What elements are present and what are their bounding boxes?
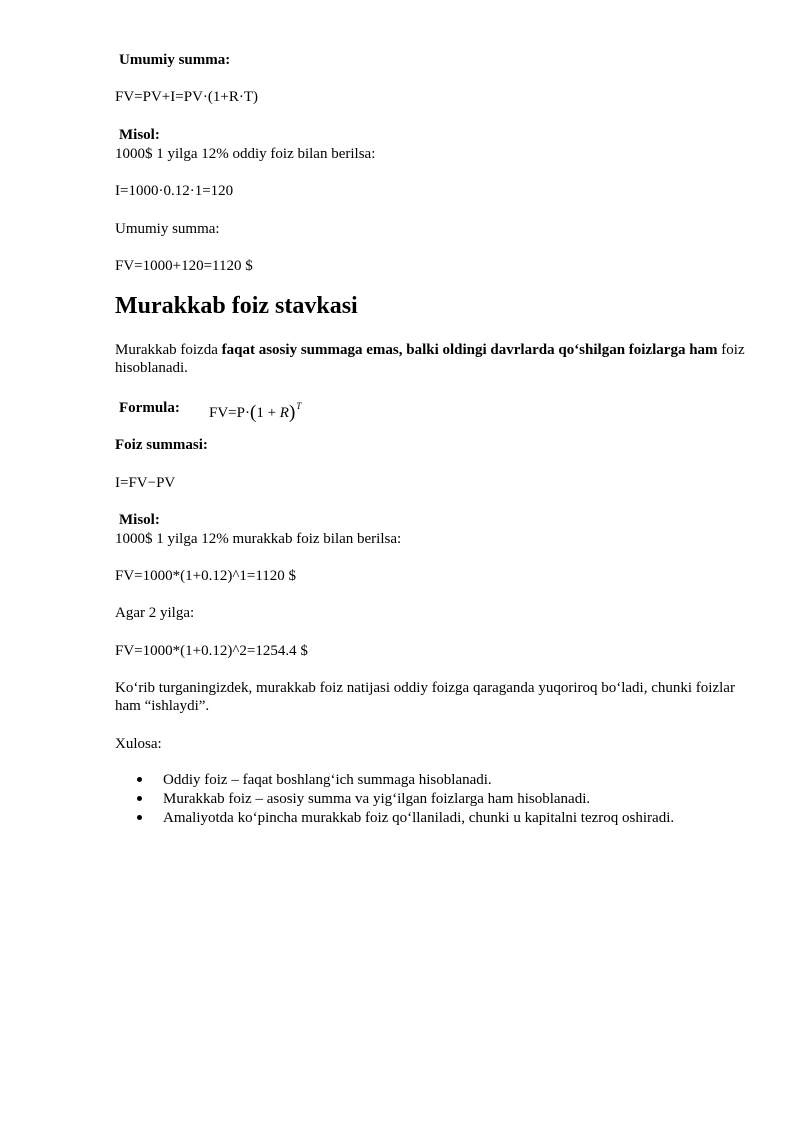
list-item bbox=[115, 790, 674, 809]
interest-sum-label: Foiz summasi: bbox=[115, 437, 208, 453]
formula-exponent: T bbox=[296, 401, 302, 411]
list-item-text: Murakkab foiz – asosiy summa va yig‘ilgan foizlarga ham hisoblanadi. bbox=[163, 791, 591, 807]
observation-paragraph: Ko‘rib turganingizdek, murakkab foiz natijasi oddiy foizga qaraganda yuqoriroq bo‘ladi, chunki foizlar ham “ishlaydi”. bbox=[115, 680, 735, 714]
section-heading: Murakkab foiz stavkasi bbox=[115, 293, 358, 319]
list-item-text: Amaliyotda ko‘pincha murakkab foiz qo‘llaniladi, chunki u kapitalni tezroq oshiradi. bbox=[163, 810, 675, 826]
formula-open-paren: ( bbox=[249, 402, 257, 423]
list-item bbox=[115, 809, 674, 828]
example-text-2: 1000$ 1 yilga 12% murakkab foiz bilan berilsa: bbox=[115, 531, 402, 547]
list-item bbox=[115, 771, 674, 790]
intro-text-end: foiz hisoblanadi. bbox=[115, 342, 745, 376]
bullet-icon bbox=[137, 815, 142, 820]
interest-formula: I=FV−PV bbox=[115, 475, 176, 491]
total-sum-label: Umumiy summa: bbox=[119, 52, 231, 68]
conclusion-label: Xulosa: bbox=[115, 736, 162, 752]
intro-emphasis: faqat asosiy summaga emas, balki oldingi davrlarda qo‘shilgan foizlarga ham bbox=[221, 342, 718, 358]
compound-calculation-1: FV=1000*(1+0.12)^1=1120 $ bbox=[115, 568, 297, 584]
compound-calculation-2: FV=1000*(1+0.12)^2=1254.4 $ bbox=[115, 643, 308, 659]
interest-calculation: I=1000·0.12·1=120 bbox=[115, 183, 234, 199]
bullet-icon bbox=[137, 796, 142, 801]
conclusion-list bbox=[115, 771, 674, 828]
compound-formula bbox=[209, 397, 301, 422]
total-calculation: FV=1000+120=1120 $ bbox=[115, 258, 253, 274]
intro-text-start: Murakkab foizda bbox=[115, 342, 222, 358]
formula-close-paren: ) bbox=[288, 402, 296, 423]
formula-rate: R bbox=[279, 405, 289, 421]
simple-total-formula: FV=PV+I=PV·(1+R·T) bbox=[115, 89, 259, 105]
formula-base: FV=P· bbox=[209, 405, 250, 421]
total-sum-label-2: Umumiy summa: bbox=[115, 221, 220, 237]
intro-paragraph bbox=[115, 341, 745, 377]
two-years-label: Agar 2 yilga: bbox=[115, 605, 195, 621]
list-item-text: Oddiy foiz – faqat boshlang‘ich summaga hisoblanadi. bbox=[163, 772, 492, 788]
example-label-2: Misol: bbox=[119, 512, 160, 528]
example-text: 1000$ 1 yilga 12% oddiy foiz bilan berilsa: bbox=[115, 146, 376, 162]
example-label: Misol: bbox=[119, 127, 160, 143]
bullet-icon bbox=[137, 777, 142, 782]
formula-one: 1 + bbox=[256, 405, 280, 421]
formula-label: Formula: bbox=[119, 400, 180, 416]
